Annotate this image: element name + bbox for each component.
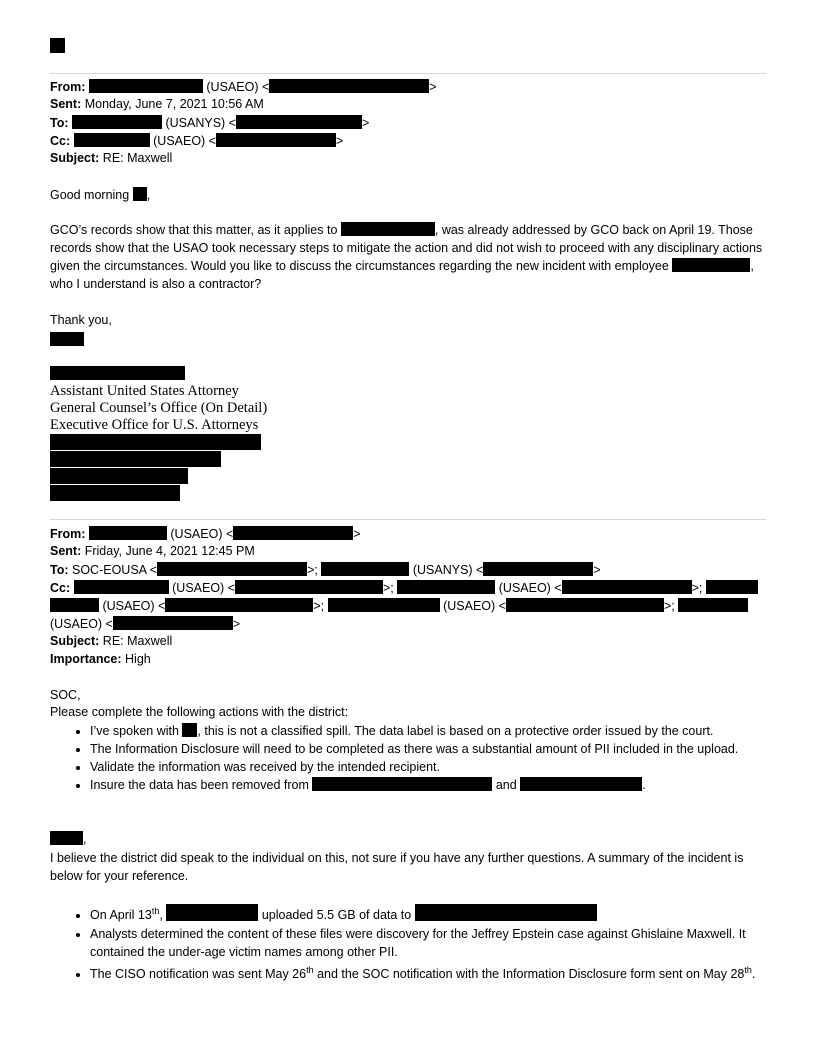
sent-label: Sent: [50,544,82,558]
redaction-block [50,366,185,380]
importance-label: Importance: [50,652,122,666]
list-item: • Validate the information was received by the intended recipient. [90,758,766,776]
cc-text: >; [313,599,325,613]
redaction-block [182,723,197,737]
intro-text: Please complete the following actions with the district: [50,705,349,719]
greeting-text: Good morning [50,188,130,202]
redaction-block [50,38,65,53]
email1-from-row [50,79,437,95]
signature-title: Assistant United States Attorney [50,383,239,399]
from-org: (USAEO) < [206,80,270,94]
superscript: th [744,964,752,975]
cc-text: >; [691,581,703,595]
redaction-block [50,332,84,346]
redaction-block [328,598,440,612]
cc-org: (USAEO) < [153,134,216,148]
action-list [50,722,766,794]
greeting-comma: , [146,188,151,202]
email2-cc-row-2 [50,598,748,614]
redaction-block [562,580,692,594]
divider [50,519,766,520]
subject-label: Subject: [50,151,100,165]
to-text: >; [307,563,318,577]
signature-org: Executive Office for U.S. Attorneys [50,417,259,433]
sent-label: Sent: [50,97,82,111]
redaction-block [233,526,353,540]
redaction-block [74,580,169,594]
body-text: , was already addressed by GCO back on April 19. Those records show that the USAO took necessary steps to mitigate the action and did not wish to proceed with any disciplinary actions given the circumstances. Would you like to discuss the circumstances regarding the new incident with employee [50,223,763,273]
to-close: > [362,116,370,130]
soc-salutation: SOC, [50,688,81,702]
redaction-block [89,526,167,540]
body-text: , who I understand is also a contractor? [50,259,754,291]
redaction-block [312,777,492,791]
to-text: > [593,563,601,577]
email2-subject-row [50,634,172,649]
signature-office: General Counsel’s Office (On Detail) [50,400,268,416]
redaction-block [74,133,150,147]
to-text: (USANYS) < [412,563,484,577]
list-text: and [495,778,517,792]
from-close: > [429,80,437,94]
thanks-text: Thank you, [50,313,112,327]
list-item [90,722,766,740]
redaction-block [269,79,429,93]
redaction-block [397,580,495,594]
list-text: , this is not a classified spill. The data label is based on a protective order issued by the court. [197,724,714,738]
list-item [90,965,766,983]
to-org: (USANYS) < [165,116,236,130]
redaction-block [341,222,435,236]
redaction-block [483,562,593,576]
to-text: SOC-EOUSA < [72,563,158,577]
list-item [90,776,766,794]
redaction-block [678,598,748,612]
list-text: On April 13 [90,908,152,922]
superscript: th [306,964,314,975]
redaction-block [235,580,383,594]
redaction-block [50,468,188,484]
list-text: , [159,908,163,922]
email1-cc-row [50,133,343,149]
recipient-salutation [50,831,86,847]
redaction-block [321,562,409,576]
summary-list [50,904,766,983]
cc-close: > [336,134,344,148]
sent-value: Monday, June 7, 2021 10:56 AM [84,97,264,111]
sent-value: Friday, June 4, 2021 12:45 PM [84,544,255,558]
cc-label: Cc: [50,134,71,148]
redaction-block [89,79,203,93]
list-item: • Analysts determined the content of these files were discovery for the Jeffrey Epstein case against Ghislaine Maxwell. It contained the under-age victim names among other PII. [90,925,766,961]
redaction-block [216,133,336,147]
list-text: uploaded 5.5 GB of data to [261,908,412,922]
from-label: From: [50,80,86,94]
list-text: . [751,967,756,981]
body-text: GCO’s records show that this matter, as it applies to [50,223,338,237]
email1-to-row [50,115,369,131]
cc-label: Cc: [50,581,71,595]
redaction-block [236,115,362,129]
from-org: (USAEO) < [170,527,234,541]
greeting [50,187,150,203]
redaction-block [50,598,99,612]
to-label: To: [50,563,69,577]
redaction-block [50,434,261,450]
email2-sent-row [50,544,255,559]
redaction-block [133,187,147,201]
email2-cc-row-3 [50,616,240,632]
cc-text: > [232,617,241,631]
list-text: . [642,778,646,792]
superscript: th [151,905,160,916]
list-item: • The Information Disclosure will need to be completed as there was a substantial amount of PII included in the upload. [90,740,766,758]
list-text: I’ve spoken with [90,724,179,738]
redaction-block [50,485,180,501]
redaction-block [166,904,258,921]
from-label: From: [50,527,86,541]
list-text: The CISO notification was sent May 26 [90,967,307,981]
email2-cc-row [50,580,758,596]
email2-from-row [50,526,361,542]
cc-text: (USAEO) < [498,581,562,595]
divider [50,73,766,74]
cc-text: >; [383,581,394,595]
list-item [90,904,766,925]
redaction-block [520,777,642,791]
comma-text: , [83,832,87,846]
redaction-block [113,616,233,630]
redaction-block [506,598,664,612]
redaction-block [165,598,313,612]
subject-value: RE: Maxwell [102,151,173,165]
list-text: and the SOC notification with the Information Disclosure form sent on May 28 [317,967,745,981]
cc-text: (USAEO) < [102,599,166,613]
subject-label: Subject: [50,634,100,648]
cc-text: (USAEO) < [443,599,506,613]
importance-value: High [125,652,151,666]
from-close: > [353,527,361,541]
email1-subject-row [50,151,172,166]
subject-value: RE: Maxwell [102,634,173,648]
redaction-block [50,451,221,467]
email2-to-row [50,562,601,578]
email2-importance-row [50,652,151,667]
redaction-block [672,258,750,272]
cc-text: (USAEO) < [172,581,235,595]
redaction-block [415,904,597,921]
list-text: Insure the data has been removed from [90,778,309,792]
summary-intro: I believe the district did speak to the individual on this, not sure if you have any further questions. A summary of the incident is below for your reference. [50,851,744,883]
redaction-block [706,580,758,594]
cc-text: >; [663,599,675,613]
email1-sent-row [50,97,264,112]
email1-body [50,221,766,293]
to-label: To: [50,116,69,130]
redaction-block [72,115,162,129]
redaction-block [157,562,307,576]
redaction-block [50,831,83,845]
cc-text: (USAEO) < [50,617,113,631]
